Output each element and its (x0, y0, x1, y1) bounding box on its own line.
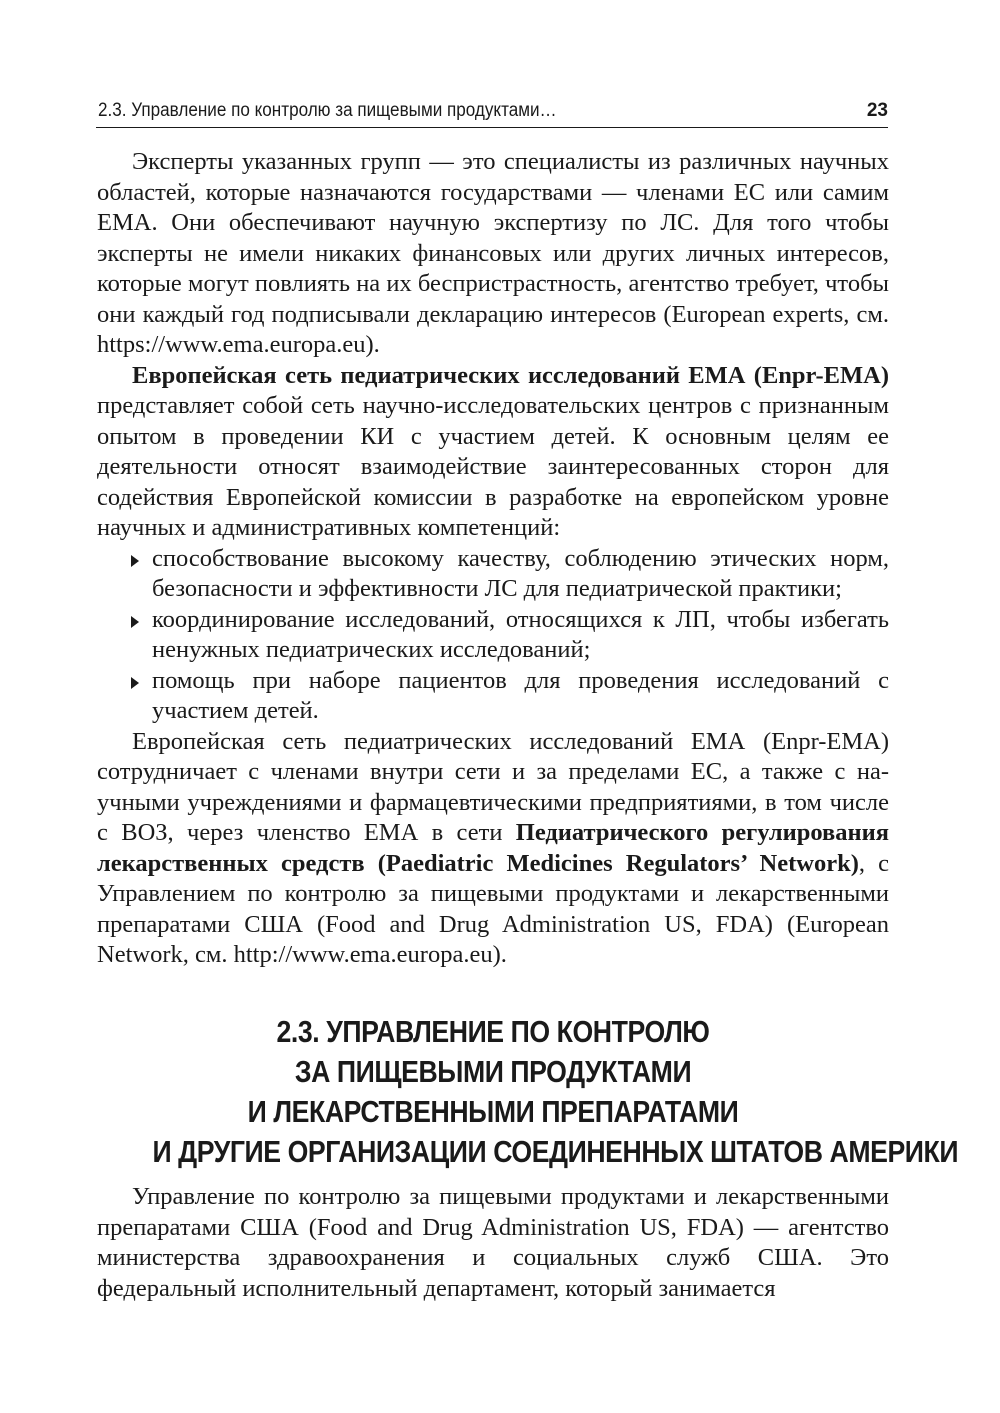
list-item-text: способствование высокому качеству, соблюдению этических норм, безопасности и эффективности ЛС для педиатрической практики; (152, 544, 889, 602)
goals-list (97, 544, 889, 727)
bullet-triangle-icon (131, 677, 139, 689)
section-heading-line: И ЛЕКАРСТВЕННЫМИ ПРЕПАРАТАМИ (247, 1094, 739, 1129)
list-item (97, 605, 889, 666)
page-number: 23 (866, 100, 888, 121)
list-item (97, 544, 889, 605)
term-pmrn: Педиатрического регулирования лекарственных средств (Paediatric Medicines Regulators’ Network) (97, 819, 890, 877)
list-item (97, 666, 889, 727)
list-item-text: помощь при наборе пациентов для проведения исследований с участием детей. (152, 666, 889, 724)
bullet-triangle-icon (131, 555, 139, 567)
paragraph-experts: Эксперты указанных групп — это специалисты из различных научных областей, которые назначаются государствами — членами ЕС или самим ЕМА. Они обеспечивают научную экспертизу по ЛС. Для того чтобы эксперты не имели никаких финансовых или других личных интересов, которые могут повлиять на их беспристрастность, агентство требует, чтобы они каждый год подписывали декларацию интересов (European experts, см. https://www.ema.europa.eu). (97, 148, 889, 358)
section-heading-line: 2.3. УПРАВЛЕНИЕ ПО КОНТРОЛЮ (276, 1014, 710, 1049)
paragraph-cooperation (97, 727, 889, 971)
running-header (96, 97, 888, 128)
section-heading-line: И ДРУГИЕ ОРГАНИЗАЦИИ СОЕДИНЕННЫХ ШТАТОВ АМЕРИКИ (152, 1134, 959, 1169)
term-enpr-ema: Европейская сеть педиатрических исследований ЕМА (Enpr-EMA) (132, 361, 889, 389)
paragraph-fda: Управление по контролю за пищевыми продуктами и лекарственными препаратами США (Food and Drug Administration US, FDA) — агентство министерства здравоохранения и социальных служб США. Это федеральный исполнительный департамент, который занимается (97, 1183, 889, 1302)
body-text-block-fda (97, 1182, 889, 1304)
section-heading-line: ЗА ПИЩЕВЫМИ ПРОДУКТАМИ (294, 1054, 692, 1089)
paragraph-enpr-ema-text: представляет собой сеть научно-исследовательских центров с признанным опытом в проведении КИ с участием детей. К основным целям ее деятельности относят взаимодействие заинтересованных сторон для содействия Европейской комиссии в разработке на европейском уровне научных и административных компетенций: (97, 392, 889, 541)
paragraph-enpr-ema (97, 361, 889, 544)
paragraph-cooperation-text-2: , с Управлением по контролю за пищевыми продуктами и лекарственными препаратами США (Food and Drug Administration US, FDA) (European Network, см. http://www.ema.europa.eu). (97, 849, 890, 968)
list-item-text: координирование исследований, относящихся к ЛП, чтобы избегать ненужных педиатрических исследований; (152, 605, 889, 663)
running-header-title: 2.3. Управление по контролю за пищевыми продуктами… (98, 100, 557, 121)
paragraph-cooperation-text-1: Европейская сеть педиатрических исследований ЕМА (Enpr-EMA) сотрудничает с членами внутри сети и за пределами ЕС, а также с научными учреждениями и фармацевтическими предприятиями, в том числе с ВОЗ, через членство ЕМА в сети (97, 727, 889, 846)
body-text-block (97, 147, 889, 971)
section-heading (97, 1012, 959, 1172)
bullet-triangle-icon (131, 616, 139, 628)
